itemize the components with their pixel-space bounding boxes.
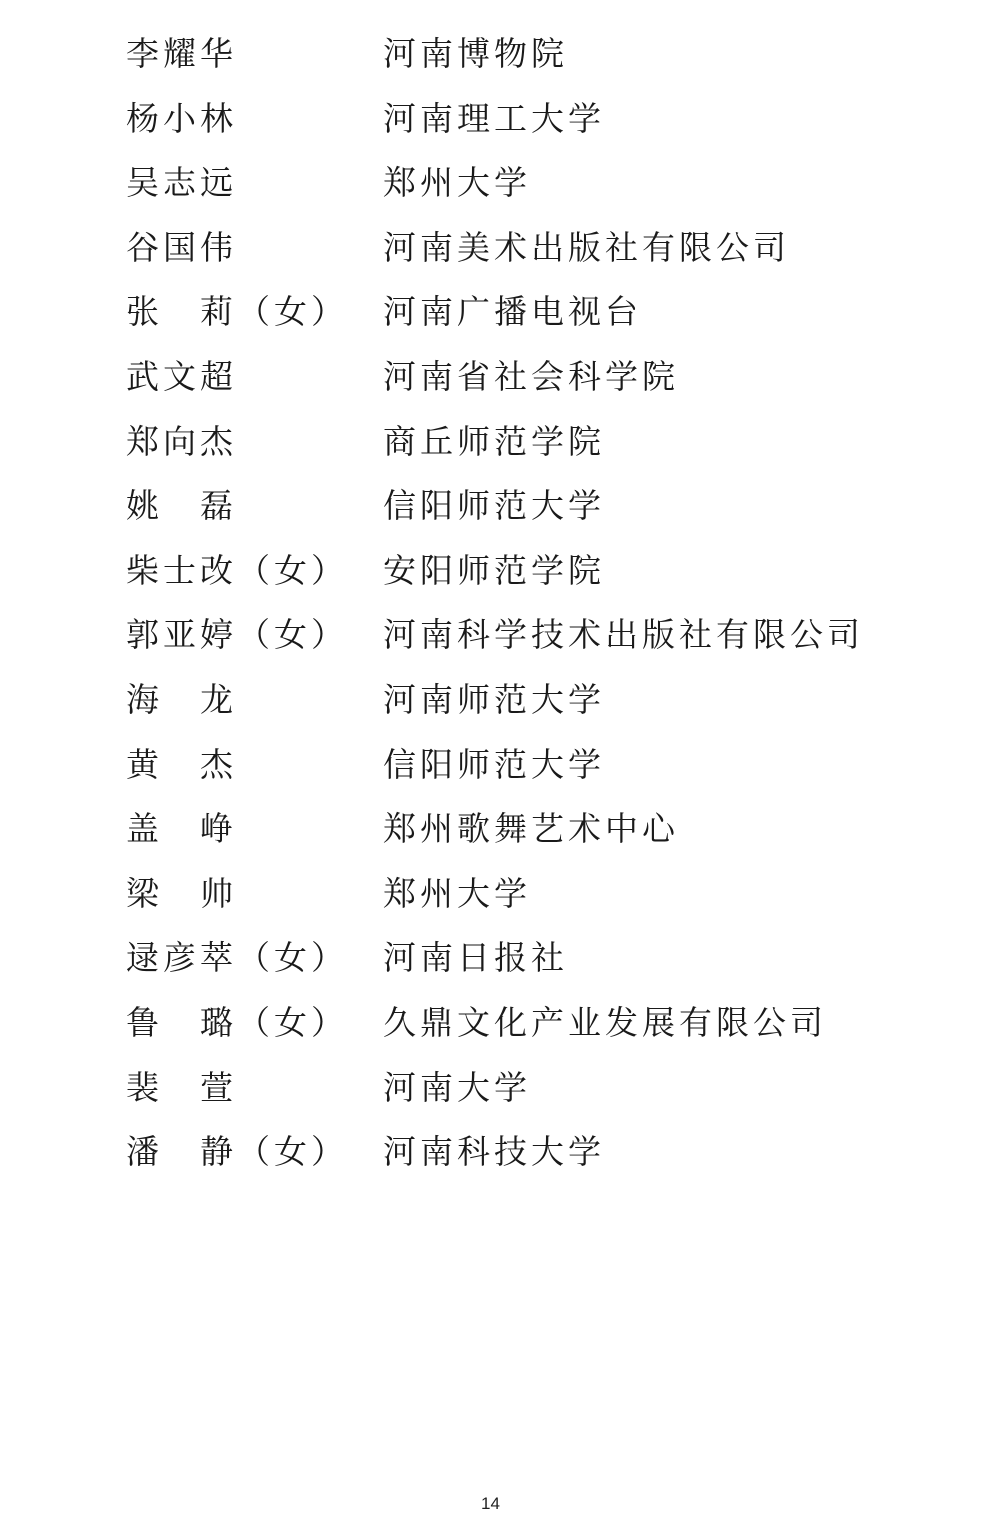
organization-name: 信阳师范大学 (383, 744, 605, 784)
organization-name: 河南博物院 (383, 34, 568, 73)
person-name: 盖 峥 (126, 809, 237, 849)
list-item (0, 345, 981, 410)
person-name: 黄 杰 (126, 744, 237, 784)
person-name: 吴志远 (126, 163, 237, 203)
person-name: 鲁 璐（女） (126, 1002, 348, 1042)
page-number: 14 (481, 1494, 500, 1513)
organization-name: 安阳师范学院 (383, 550, 605, 590)
person-name: 逯彦萃（女） (126, 938, 348, 978)
organization-name: 河南科学技术出版社有限公司 (383, 615, 864, 655)
list-item (0, 1120, 981, 1185)
list-item (0, 87, 981, 152)
list-item (0, 991, 981, 1056)
list-item (0, 474, 981, 539)
organization-name: 河南省社会科学院 (383, 356, 679, 396)
person-name: 柴士改（女） (126, 550, 348, 590)
organization-name: 河南广播电视台 (383, 292, 642, 332)
organization-name: 久鼎文化产业发展有限公司 (383, 1002, 827, 1042)
person-name: 梁 帅 (126, 873, 237, 913)
list-item (0, 280, 981, 345)
person-name: 谷国伟 (126, 227, 237, 267)
person-name: 武文超 (126, 356, 237, 396)
organization-name: 郑州大学 (383, 873, 531, 913)
list-item (0, 733, 981, 798)
person-name: 张 莉（女） (126, 292, 348, 332)
list-item (0, 539, 981, 604)
list-item (0, 926, 981, 991)
list-item (0, 668, 981, 733)
list-item (0, 862, 981, 927)
list-item (0, 22, 981, 87)
organization-name: 河南科技大学 (383, 1132, 605, 1172)
member-list (0, 22, 981, 1185)
organization-name: 郑州大学 (383, 163, 531, 203)
organization-name: 信阳师范大学 (383, 486, 605, 526)
person-name: 潘 静（女） (126, 1132, 348, 1172)
person-name: 海 龙 (126, 679, 237, 719)
organization-name: 郑州歌舞艺术中心 (383, 809, 679, 849)
organization-name: 河南大学 (383, 1067, 531, 1107)
person-name: 姚 磊 (126, 486, 237, 526)
person-name: 裴 萱 (126, 1067, 237, 1107)
list-item (0, 410, 981, 475)
person-name: 杨小林 (126, 98, 237, 138)
organization-name: 河南理工大学 (383, 98, 605, 138)
list-item (0, 603, 981, 668)
organization-name: 河南美术出版社有限公司 (383, 227, 790, 267)
list-item (0, 1056, 981, 1121)
person-name: 郑向杰 (126, 421, 237, 461)
organization-name: 河南师范大学 (383, 679, 605, 719)
list-item (0, 151, 981, 216)
person-name: 郭亚婷（女） (126, 615, 348, 655)
list-item (0, 797, 981, 862)
organization-name: 商丘师范学院 (383, 421, 605, 461)
person-name: 李耀华 (126, 34, 237, 73)
organization-name: 河南日报社 (383, 938, 568, 978)
list-item (0, 216, 981, 281)
